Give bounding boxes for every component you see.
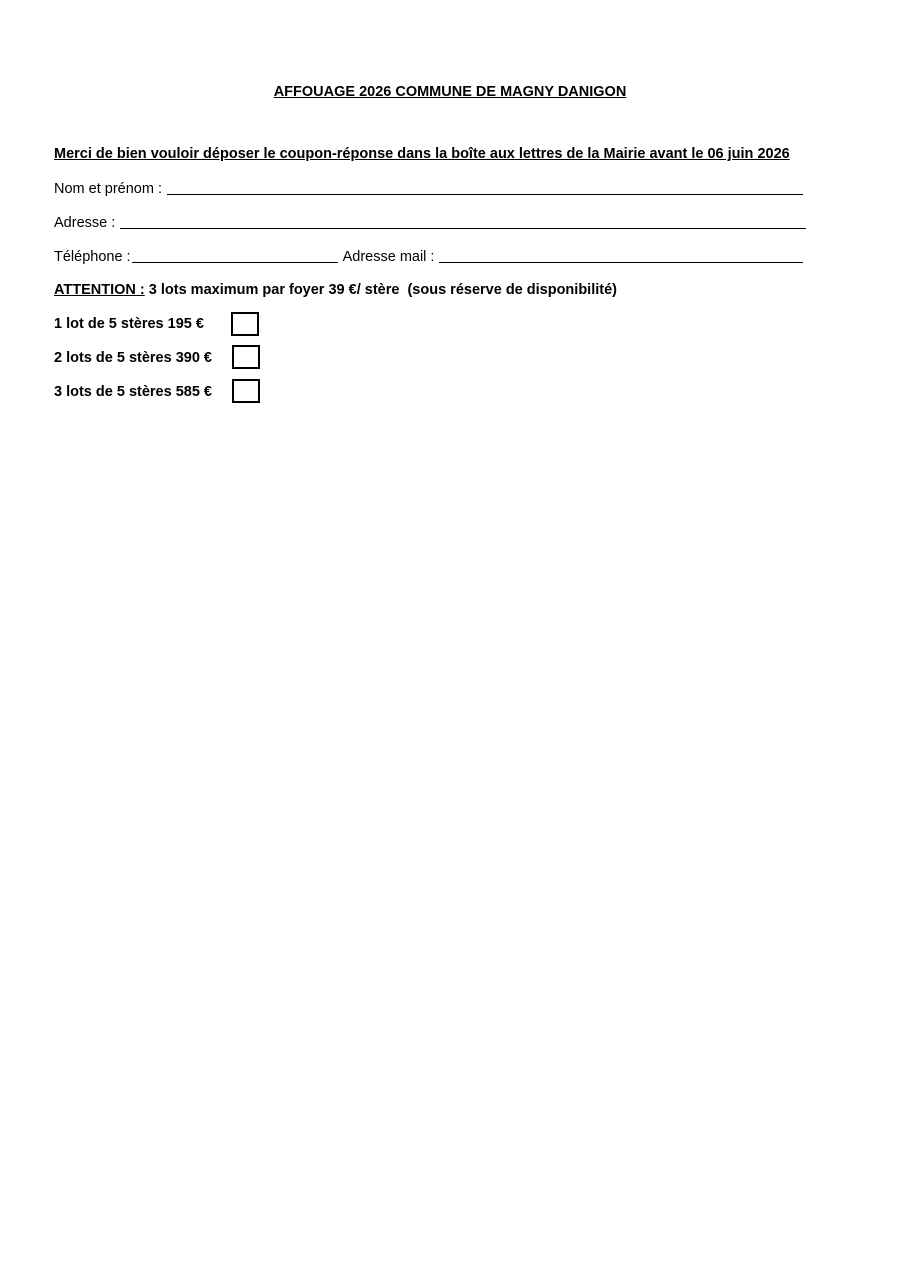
attention-text: 3 lots maximum par foyer 39 €/ stère (sous réserve de disponibilité) [144,282,617,298]
document-title-text: AFFOUAGE 2026 COMMUNE DE MAGNY DANIGON [273,84,627,100]
address-field-label: Adresse : [54,215,116,231]
address-field-line[interactable] [120,214,806,229]
document-title [0,84,900,100]
option-label-1-lot: 1 lot de 5 stères 195 € [54,316,204,332]
phone-field-line[interactable] [132,248,338,263]
attention-notice [54,282,617,298]
option-label-2-lots: 2 lots de 5 stères 390 € [54,350,212,366]
checkbox-3-lots[interactable] [232,379,260,403]
phone-field-label: Téléphone : [54,249,131,265]
email-field-line[interactable] [439,248,803,263]
address-field-row [54,214,806,231]
name-field-row [54,180,803,197]
name-field-label: Nom et prénom : [54,181,162,197]
email-field-label: Adresse mail : [342,249,435,265]
attention-label: ATTENTION : [54,282,145,298]
checkbox-1-lot[interactable] [231,312,259,336]
instruction-text: Merci de bien vouloir déposer le coupon-réponse dans la boîte aux lettres de la Mairie avant le 06 juin 2026 [54,146,790,162]
checkbox-2-lots[interactable] [232,345,260,369]
name-field-line[interactable] [167,180,803,195]
contact-field-row [54,248,803,265]
option-label-3-lots: 3 lots de 5 stères 585 € [54,384,212,400]
